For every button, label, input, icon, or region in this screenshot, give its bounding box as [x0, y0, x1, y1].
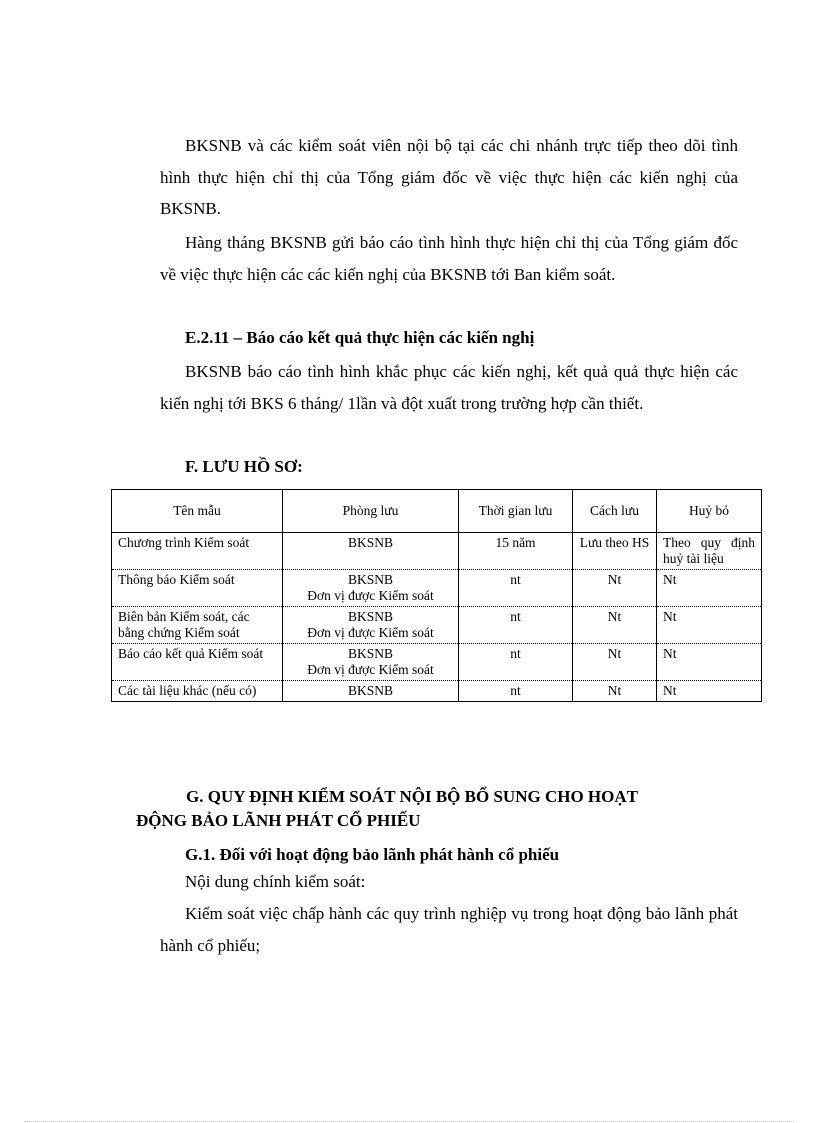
paragraph-monthly-report: Hàng tháng BKSNB gửi báo cáo tình hình thực hiện chỉ thị của Tổng giám đốc về việc thực hiện các các kiến nghị của BKSNB tới Ban kiểm soát. [160, 233, 738, 284]
cell-cancel: Theo quy định huỷ tài liệu [657, 533, 762, 570]
cell-dept-line: Đơn vị được Kiểm soát [307, 625, 434, 640]
heading-g-line-2: ĐỘNG BẢO LÃNH PHÁT CỔ PHIẾU [136, 811, 421, 830]
heading-g-line-1: G. QUY ĐỊNH KIỂM SOÁT NỘI BỘ BỔ SUNG CHO HOẠT [186, 787, 638, 806]
cell-method: Nt [573, 644, 657, 681]
table-row [112, 607, 762, 644]
cell-method: Nt [573, 570, 657, 607]
records-table [111, 489, 762, 702]
heading-e-2-11: E.2.11 – Báo cáo kết quả thực hiện các kiến nghị [185, 328, 535, 347]
cell-method: Lưu theo HS [573, 533, 657, 570]
cell-dept-line: BKSNB [347, 572, 393, 587]
column-header: Cách lưu [573, 490, 657, 533]
table-header-row [112, 490, 762, 533]
heading-f-records: F. LƯU HỒ SƠ: [185, 457, 303, 476]
column-header: Tên mẫu [112, 490, 283, 533]
cell-cancel: Nt [657, 607, 762, 644]
cell-dept [283, 533, 459, 570]
cell-name: Biên bản Kiểm soát, các bằng chứng Kiểm soát [112, 607, 283, 644]
cell-time: nt [459, 607, 573, 644]
cell-method: Nt [573, 607, 657, 644]
cell-method: Nt [573, 681, 657, 702]
column-header: Phòng lưu [283, 490, 459, 533]
paragraph-main-content: Nội dung chính kiểm soát: [185, 872, 366, 891]
column-header: Thời gian lưu [459, 490, 573, 533]
paragraph-remediation-report: BKSNB báo cáo tình hình khắc phục các kiến nghị, kết quả quả thực hiện các kiến nghị tới BKS 6 tháng/ 1lần và đột xuất trong trường hợp cần thiết. [160, 362, 738, 413]
table-row [112, 681, 762, 702]
table-row [112, 644, 762, 681]
cell-time: nt [459, 570, 573, 607]
cell-dept [283, 607, 459, 644]
cell-cancel: Nt [657, 644, 762, 681]
cell-time: nt [459, 644, 573, 681]
cell-name: Các tài liệu khác (nếu có) [112, 681, 283, 702]
paragraph-monitoring: BKSNB và các kiểm soát viên nội bộ tại các chi nhánh trực tiếp theo dõi tình hình thực hiện chỉ thị của Tổng giám đốc về việc thực hiện các kiến nghị của BKSNB. [160, 136, 738, 218]
paragraph-underwriting-control: Kiểm soát việc chấp hành các quy trình nghiệp vụ trong hoạt động bảo lãnh phát hành cổ phiếu; [160, 904, 738, 955]
cell-dept-line: BKSNB [347, 535, 393, 550]
cell-dept [283, 644, 459, 681]
cell-cancel: Nt [657, 681, 762, 702]
cell-dept [283, 681, 459, 702]
cell-time: nt [459, 681, 573, 702]
cell-dept-line: Đơn vị được Kiểm soát [307, 662, 434, 677]
heading-g-1: G.1. Đối với hoạt động bảo lãnh phát hành cổ phiếu [185, 845, 560, 864]
cell-cancel: Nt [657, 570, 762, 607]
cell-time: 15 năm [459, 533, 573, 570]
cell-dept [283, 570, 459, 607]
cell-dept-line: BKSNB [347, 683, 393, 698]
cell-dept-line: Đơn vị được Kiểm soát [307, 588, 434, 603]
cell-name: Báo cáo kết quả Kiểm soát [112, 644, 283, 681]
column-header: Huỷ bỏ [657, 490, 762, 533]
cell-dept-line: BKSNB [347, 646, 393, 661]
cell-name: Chương trình Kiểm soát [112, 533, 283, 570]
cell-name: Thông báo Kiểm soát [112, 570, 283, 607]
cell-dept-line: BKSNB [347, 609, 393, 624]
table-row [112, 570, 762, 607]
table-row [112, 533, 762, 570]
page-bottom-divider [24, 1121, 794, 1122]
